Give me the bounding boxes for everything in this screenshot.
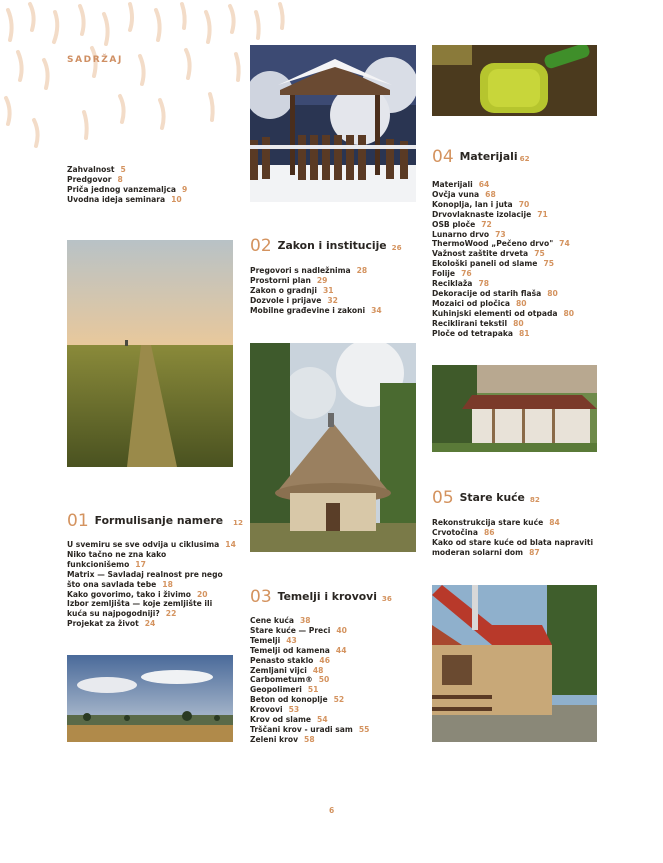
chapter-number: 01: [67, 511, 89, 531]
toc-item-page: 80: [563, 308, 575, 318]
toc-item-page: 32: [327, 295, 338, 305]
chapter-title: Stare kuće: [459, 491, 525, 504]
toc-item[interactable]: [250, 276, 420, 286]
toc-item-page: 18: [162, 579, 173, 589]
toc-item-title: Beton od konoplje: [250, 695, 328, 705]
toc-item[interactable]: [250, 735, 420, 745]
toc-item[interactable]: [67, 185, 237, 195]
toc-item-title: Zeleni krov: [250, 734, 299, 744]
toc-item[interactable]: [432, 528, 597, 538]
toc-item-page: 50: [318, 675, 330, 685]
chapter-number: 02: [250, 236, 272, 256]
toc-item-page: 17: [135, 559, 146, 569]
toc-item[interactable]: [250, 695, 420, 705]
toc-item[interactable]: [67, 550, 217, 570]
toc-item-page: 81: [519, 328, 530, 338]
toc-item-page: 75: [534, 249, 545, 259]
toc-item-page: 68: [485, 189, 496, 199]
toc-item-title: Zahvalnost: [67, 165, 115, 174]
toc-item-page: 51: [307, 685, 319, 695]
toc-item[interactable]: [67, 175, 237, 185]
chapter-heading-02[interactable]: [250, 236, 402, 256]
toc-item-title: Mozaici od pločica: [432, 298, 510, 308]
toc-item-page: 28: [356, 266, 368, 275]
toc-item-title: Uvodna ideja seminara: [67, 194, 166, 204]
toc-item-page: 14: [225, 540, 236, 549]
chapter-page: 36: [381, 594, 392, 603]
toc-item-page: 86: [483, 527, 495, 537]
chapter-page: 26: [391, 243, 402, 252]
toc-item[interactable]: [250, 266, 420, 276]
toc-item-title: U svemiru se sve odvija u ciklusima: [67, 540, 220, 549]
toc-item-page: 72: [481, 219, 492, 229]
toc-item-page: 87: [529, 547, 540, 557]
toc-item-title: Stare kuće — Preci: [250, 625, 331, 635]
toc-item-page: 55: [358, 724, 370, 734]
toc-item-title: Carbometum®: [250, 675, 313, 685]
toc-item[interactable]: [250, 705, 420, 715]
toc-item-title: Folije: [432, 269, 456, 279]
toc-item-page: 64: [478, 180, 490, 189]
toc-item-page: 70: [518, 199, 530, 209]
chapter-number: 04: [432, 147, 454, 167]
toc-item[interactable]: [67, 540, 247, 550]
toc-item-page: 38: [300, 616, 311, 625]
toc-item-title: Temelji: [250, 635, 281, 645]
toc-item-title: Predgovor: [67, 174, 112, 184]
toc-item[interactable]: [432, 279, 602, 289]
toc-item[interactable]: [250, 296, 420, 306]
photo-snowy-gate: [250, 45, 416, 202]
intro-list: [67, 165, 237, 205]
toc-item[interactable]: [432, 538, 597, 558]
chapter-heading-04[interactable]: [432, 147, 530, 167]
photo-material-closeup: [432, 45, 597, 116]
chapter-heading-01[interactable]: [67, 511, 243, 531]
toc-item[interactable]: [250, 286, 420, 296]
toc-item-title: Niko tačno ne zna kako funkcionišemo: [67, 549, 167, 569]
toc-item-title: Lunarno drvo: [432, 229, 490, 239]
section-label: SADRŽAJ: [67, 55, 123, 65]
toc-item-title: Prostorni plan: [250, 275, 311, 285]
toc-item-page: 80: [547, 288, 558, 298]
toc-item[interactable]: [432, 269, 602, 279]
toc-item-page: 54: [317, 715, 328, 725]
toc-item[interactable]: [432, 319, 602, 329]
toc-item-title: Izbor zemljišta — koje zemljište ili kuća su najpogodniji?: [67, 599, 213, 619]
toc-item[interactable]: [67, 570, 237, 590]
toc-item[interactable]: [250, 666, 420, 676]
toc-item-title: Kako govorimo, tako i živimo: [67, 589, 191, 599]
toc-item-title: Crvotočina: [432, 527, 478, 537]
toc-item-page: 74: [559, 239, 570, 249]
photo-red-roof-cottage: [432, 585, 597, 742]
toc-item-page: 52: [333, 695, 345, 705]
toc-item-title: Kuhinjski elementi od otpada: [432, 308, 558, 318]
chapter-title: Zakon i institucije: [277, 239, 387, 252]
toc-item-page: 58: [304, 734, 315, 744]
toc-item[interactable]: [67, 195, 237, 205]
toc-item-title: Kako od stare kuće od blata napraviti moderan solarni dom: [432, 537, 594, 557]
chapter-04-list: [432, 180, 602, 339]
chapter-title: Materijali: [459, 150, 518, 163]
toc-item-page: 76: [461, 269, 472, 279]
toc-item-title: Trščani krov - uradi sam: [250, 724, 353, 734]
photo-field-path: [67, 240, 233, 467]
toc-item-title: Važnost zaštite drveta: [432, 249, 529, 259]
chapter-05-list: [432, 518, 597, 558]
toc-item[interactable]: [432, 518, 597, 528]
toc-item-title: Reciklirani tekstil: [432, 318, 508, 328]
chapter-page: 12: [233, 518, 244, 527]
toc-item-title: Penasto staklo: [250, 655, 314, 665]
toc-item-title: Ovčja vuna: [432, 189, 480, 199]
chapter-03-list: [250, 616, 420, 745]
chapter-heading-05[interactable]: [432, 488, 540, 508]
toc-item[interactable]: [432, 220, 602, 230]
toc-item-title: Geopolimeri: [250, 685, 302, 695]
toc-item-title: Zakon o gradnji: [250, 285, 317, 295]
toc-item[interactable]: [250, 656, 420, 666]
toc-item-title: Krov od slame: [250, 715, 312, 725]
toc-item[interactable]: [432, 249, 602, 259]
toc-item-title: Drvovlaknaste izolacije: [432, 209, 532, 219]
toc-item-page: 40: [336, 625, 347, 635]
toc-item[interactable]: [250, 725, 420, 735]
toc-item-title: Krovovi: [250, 705, 283, 715]
toc-item-page: 53: [288, 705, 300, 715]
toc-item[interactable]: [432, 200, 602, 210]
toc-item-page: 44: [335, 645, 347, 655]
toc-item-page: 80: [515, 298, 527, 308]
toc-item[interactable]: [432, 309, 602, 319]
toc-item[interactable]: [432, 180, 602, 190]
toc-item[interactable]: [250, 715, 420, 725]
toc-item[interactable]: [432, 259, 602, 269]
chapter-heading-03[interactable]: [250, 587, 392, 607]
toc-item[interactable]: [250, 636, 420, 646]
chapter-page: 62: [519, 154, 530, 163]
toc-item[interactable]: [250, 616, 420, 626]
toc-item-page: 8: [117, 174, 123, 184]
toc-item-page: 5: [120, 165, 126, 174]
toc-item[interactable]: [432, 289, 602, 299]
toc-item-page: 9: [182, 184, 188, 194]
toc-item-title: Rekonstrukcija stare kuće: [432, 518, 544, 527]
toc-item[interactable]: [432, 190, 602, 200]
page-number: 6: [329, 806, 335, 815]
toc-item[interactable]: [432, 210, 602, 220]
toc-item-title: Matrix — Savladaj realnost pre nego što ona savlada tebe: [67, 569, 223, 589]
toc-item-page: 20: [196, 589, 208, 599]
toc-item[interactable]: [250, 646, 420, 656]
chapter-number: 03: [250, 587, 272, 607]
toc-item-page: 73: [495, 229, 506, 239]
toc-item[interactable]: [432, 299, 602, 309]
toc-item[interactable]: [432, 230, 602, 240]
toc-item-page: 46: [319, 655, 330, 665]
chapter-title: Temelji i krovovi: [277, 590, 377, 603]
toc-item-page: 34: [371, 305, 382, 315]
photo-house-porch: [432, 365, 597, 452]
photo-landscape-panorama: [67, 655, 233, 742]
toc-item-title: ThermoWood „Pečeno drvo": [432, 239, 554, 249]
toc-item-page: 24: [144, 619, 156, 629]
toc-item-title: Priča jednog vanzemaljca: [67, 184, 176, 194]
toc-item[interactable]: [250, 685, 420, 695]
toc-item[interactable]: [250, 306, 420, 316]
chapter-02-list: [250, 266, 420, 316]
toc-item-title: Projekat za život: [67, 619, 139, 629]
toc-item[interactable]: [67, 619, 247, 629]
toc-item-title: Pregovori s nadležnima: [250, 266, 351, 275]
toc-item-title: Materijali: [432, 180, 473, 189]
chapter-number: 05: [432, 488, 454, 508]
toc-item[interactable]: [250, 675, 420, 685]
toc-item[interactable]: [67, 165, 237, 175]
toc-item-page: 71: [537, 209, 548, 219]
toc-item-page: 78: [478, 279, 490, 289]
toc-item[interactable]: [432, 329, 602, 339]
toc-item-title: Ploče od tetrapaka: [432, 328, 513, 338]
toc-item[interactable]: [432, 239, 602, 249]
toc-item-title: Reciklaža: [432, 279, 473, 289]
toc-item-page: 75: [543, 259, 555, 269]
toc-item-title: Cene kuća: [250, 616, 295, 625]
toc-item-page: 31: [322, 285, 334, 295]
chapter-page: 82: [529, 495, 540, 504]
chapter-01-list: [67, 540, 247, 629]
toc-item-title: Konoplja, lan i juta: [432, 199, 513, 209]
toc-item-page: 80: [513, 318, 524, 328]
toc-item[interactable]: [67, 590, 247, 600]
photo-thatched-hut: [250, 343, 416, 552]
toc-item-title: Mobilne građevine i zakoni: [250, 305, 366, 315]
toc-item[interactable]: [250, 626, 420, 636]
toc-item-page: 22: [165, 609, 177, 619]
toc-item-page: 29: [316, 275, 328, 285]
chapter-title: Formulisanje namere: [94, 514, 224, 527]
toc-item-title: Ekološki paneli od slame: [432, 259, 538, 269]
toc-item-page: 43: [286, 635, 297, 645]
toc-item-page: 84: [549, 518, 560, 527]
toc-item-title: Zemljani vijci: [250, 665, 307, 675]
toc-item-page: 48: [312, 665, 324, 675]
toc-item-title: OSB ploče: [432, 219, 476, 229]
toc-item-title: Dozvole i prijave: [250, 295, 322, 305]
toc-item-page: 10: [171, 194, 182, 204]
toc-item[interactable]: [67, 599, 227, 619]
toc-item-title: Dekoracije od starih flaša: [432, 288, 542, 298]
toc-item-title: Temelji od kamena: [250, 645, 330, 655]
